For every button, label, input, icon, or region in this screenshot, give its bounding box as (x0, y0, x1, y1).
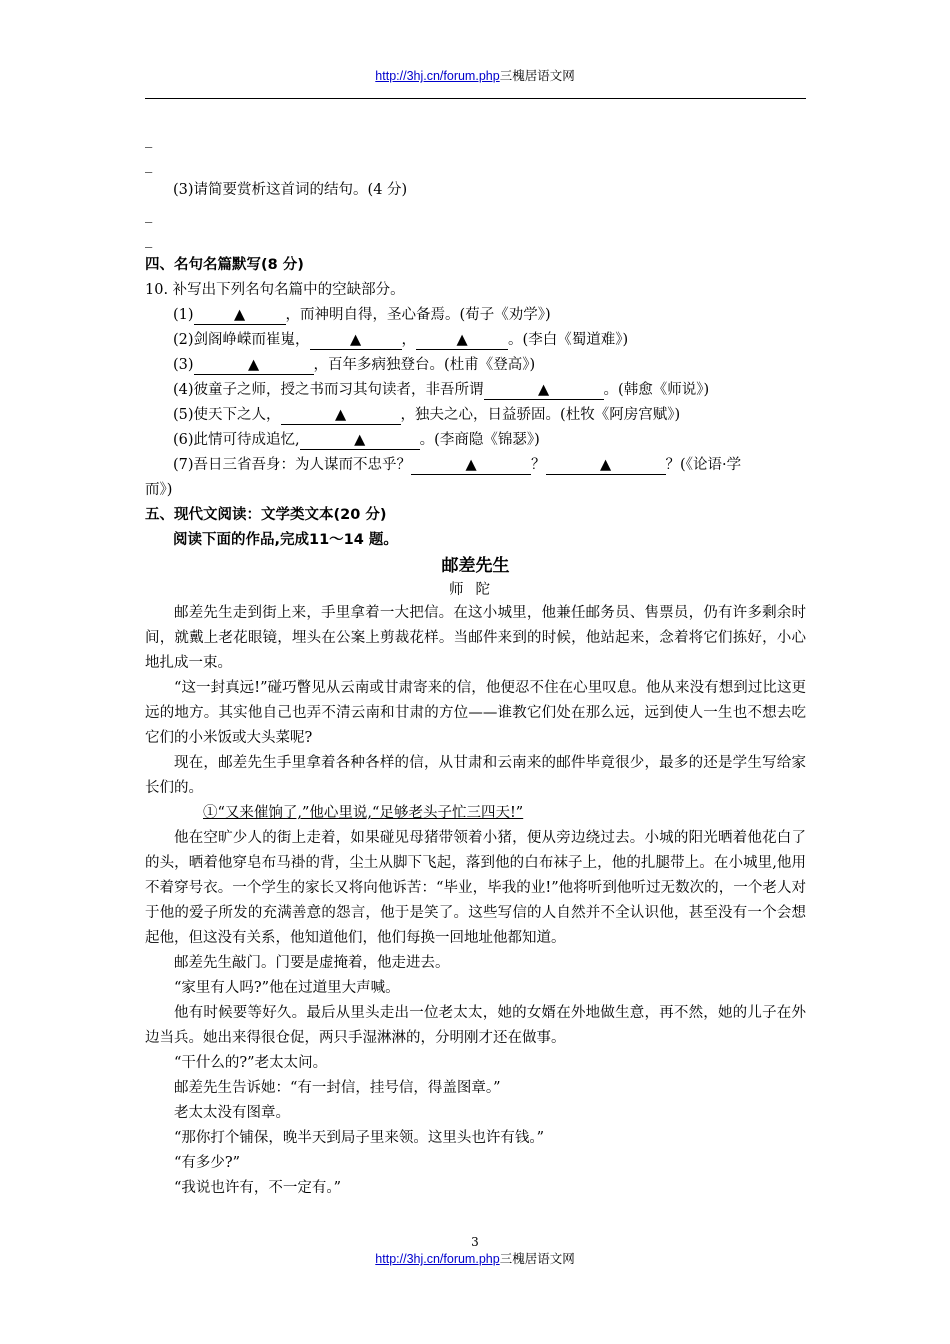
story-title: 邮差先生 (441, 556, 510, 576)
story-author: 师陀 (449, 582, 502, 598)
blank-field[interactable]: ▲ (300, 431, 420, 450)
blank-field[interactable]: ▲ (416, 331, 508, 350)
fill-item-1: (1) ▲ ，而神明自得，圣心备焉。(荀子《劝学》) (173, 307, 551, 323)
story-paragraph: 邮差先生走到街上来，手里拿着一大把信。在这小城里，他兼任邮务员、售票员，仍有许多剩余时间，就戴上老花眼镜，埋头在公案上剪裁花样。当邮件来到的时候，他站起来，念着将它们拣好，小心地扎成一束。 (145, 605, 806, 671)
fill-item-6: (6)此情可待成追忆, ▲ 。(李商隐《锦瑟》) (173, 432, 540, 448)
story-paragraph: 现在，邮差先生手里拿着各种各样的信，从甘肃和云南来的邮件毕竟很少，最多的还是学生写给家长们的。 (145, 755, 806, 796)
fill-item-7: (7)吾日三省吾身：为人谋而不忠乎？ ▲ ？ ▲ ？(《论语·学 (173, 457, 742, 473)
story-paragraph: 他在空旷少人的街上走着，如果碰见母猪带领着小猪，便从旁边绕过去。小城的阳光晒着他花白了的头，晒着他穿皂布马褂的背，尘土从脚下飞起，落到他的白布袜子上，他的扎腿带上。在小城里,他用不着穿号衣。一个学生的家长又将向他诉苦：“毕业，毕我的业!”他将听到他听过无数次的，一个老人对于他的爱子所发的充满善意的怨言，他于是笑了。这些写信的人自然并不全认识他，甚至没有一个会想起他，但这没有关系，他知道他们，他们每换一回地址他都知道。 (145, 830, 806, 946)
blank-field[interactable]: ▲ (411, 456, 531, 475)
underlined-sentence-1: ①“又来催饷了,”他心里说,“足够老头子忙三四天!” (203, 805, 524, 821)
question-3-prompt: (3)请简要赏析这首词的结句。(4 分) (173, 182, 408, 198)
fill-item-3: (3) ▲ ，百年多病独登台。(杜甫《登高》) (173, 357, 536, 373)
section-5-instruction: 阅读下面的作品,完成11～14 题。 (173, 532, 398, 548)
footer-link[interactable]: http://3hj.cn/forum.php (375, 1252, 500, 1266)
header-rule (145, 98, 806, 99)
blank-field[interactable]: ▲ (310, 331, 402, 350)
story-paragraph: 老太太没有图章。 (174, 1105, 290, 1121)
blank-field[interactable]: ▲ (546, 456, 666, 475)
footer-site-name: 三槐居语文网 (499, 1251, 575, 1266)
answer-line: _ (145, 232, 153, 248)
blank-field[interactable]: ▲ (194, 306, 286, 325)
story-paragraph: “我说也许有，不一定有。” (174, 1180, 342, 1196)
section-5-title: 五、现代文阅读：文学类文本(20 分) (145, 507, 387, 523)
story-paragraph: “家里有人吗?”他在过道里大声喊。 (174, 980, 400, 996)
fill-item-2: (2)剑阁峥嵘而崔嵬， ▲ ， ▲ 。(李白《蜀道难》) (173, 332, 629, 348)
page-content (145, 128, 806, 1201)
story-paragraph: 他有时候要等好久。最后从里头走出一位老太太，她的女婿在外地做生意，再不然，她的儿子在外边当兵。她出来得很仓促，两只手湿淋淋的，分明刚才还在做事。 (145, 1005, 806, 1046)
blank-field[interactable]: ▲ (194, 356, 314, 375)
header-link[interactable]: http://3hj.cn/forum.php (375, 69, 500, 83)
fill-item-7-continued: 而》) (145, 482, 173, 498)
blank-field[interactable]: ▲ (281, 406, 401, 425)
story-paragraph: “干什么的?”老太太问。 (174, 1055, 328, 1071)
story-paragraph: “有多少?” (174, 1155, 241, 1171)
fill-item-4: (4)彼童子之师，授之书而习其句读者，非吾所谓 ▲ 。(韩愈《师说》) (173, 382, 710, 398)
section-4-title: 四、名句名篇默写(8 分) (145, 257, 304, 273)
answer-line: _ (145, 207, 153, 223)
answer-line: _ (145, 157, 153, 173)
page-header (0, 66, 950, 84)
fill-item-5: (5)使天下之人， ▲ ，独夫之心，日益骄固。(杜牧《阿房宫赋》) (173, 407, 681, 423)
story-paragraph: 邮差先生告诉她：“有一封信，挂号信，得盖图章。” (174, 1080, 501, 1096)
story-paragraph: 邮差先生敲门。门要是虚掩着，他走进去。 (174, 955, 450, 971)
page-footer (0, 1249, 950, 1267)
story-paragraph: “那你打个铺保，晚半天到局子里来领。这里头也许有钱。” (174, 1130, 545, 1146)
page-number: 3 (471, 1235, 479, 1249)
story-paragraph: “这一封真远!”碰巧瞥见从云南或甘肃寄来的信，他便忍不住在心里叹息。他从来没有想到过比这更远的地方。其实他自己也弄不清云南和甘肃的方位——谁教它们处在那么远，远到使人一生也不想去吃它们的小米饭或大头菜呢? (145, 680, 806, 746)
answer-line: _ (145, 132, 153, 148)
header-site-name: 三槐居语文网 (499, 68, 575, 83)
question-10-prompt: 10. 补写出下列名句名篇中的空缺部分。 (145, 282, 405, 298)
blank-field[interactable]: ▲ (484, 381, 604, 400)
